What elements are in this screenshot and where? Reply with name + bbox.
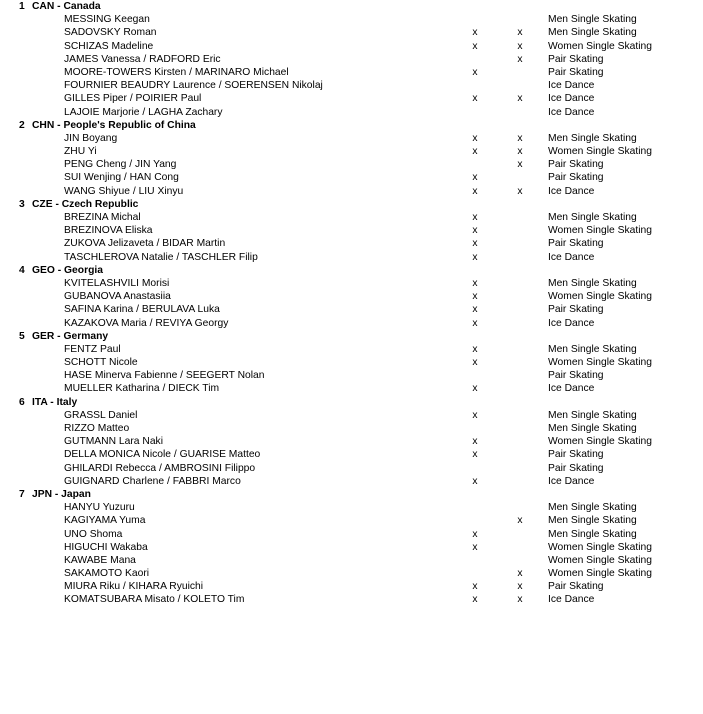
- mark-column-1: x: [472, 357, 478, 369]
- athlete-name: MOORE-TOWERS Kirsten / MARINARO Michael: [64, 66, 289, 78]
- event-name: Ice Dance: [548, 80, 595, 92]
- athlete-row: [0, 343, 703, 356]
- athlete-name: SCHOTT Nicole: [64, 357, 138, 369]
- country-section: [0, 396, 703, 488]
- athlete-name: FENTZ Paul: [64, 343, 121, 355]
- athlete-name: KAWABE Mana: [64, 554, 136, 566]
- mark-column-1: x: [472, 317, 478, 329]
- event-name: Women Single Skating: [548, 568, 652, 580]
- athlete-name: TASCHLEROVA Natalie / TASCHLER Filip: [64, 251, 258, 263]
- athlete-row: [0, 369, 703, 382]
- event-name: Women Single Skating: [548, 146, 652, 158]
- athlete-name: ZHU Yi: [64, 146, 97, 158]
- mark-column-2: x: [517, 93, 523, 105]
- athlete-name: HANYU Yuzuru: [64, 502, 135, 514]
- mark-column-1: x: [472, 409, 478, 421]
- athlete-row: [0, 132, 703, 145]
- country-heading: [0, 396, 703, 409]
- athlete-row: [0, 53, 703, 66]
- event-name: Men Single Skating: [548, 528, 637, 540]
- mark-column-2: x: [517, 146, 523, 158]
- country-heading: [0, 198, 703, 211]
- mark-column-2: x: [517, 581, 523, 593]
- athlete-row: [0, 554, 703, 567]
- athlete-row: [0, 303, 703, 316]
- event-name: Pair Skating: [548, 304, 604, 316]
- athlete-row: [0, 211, 703, 224]
- athlete-row: [0, 158, 703, 171]
- athlete-row: [0, 567, 703, 580]
- event-name: Ice Dance: [548, 594, 595, 606]
- athlete-row: [0, 356, 703, 369]
- country-heading: [0, 330, 703, 343]
- mark-column-1: x: [472, 594, 478, 606]
- country-section: [0, 0, 703, 119]
- mark-column-2: x: [517, 40, 523, 52]
- country-heading: [0, 488, 703, 501]
- mark-column-1: x: [472, 27, 478, 39]
- mark-column-1: x: [472, 277, 478, 289]
- country-section: [0, 198, 703, 264]
- athlete-name: BREZINOVA Eliska: [64, 225, 153, 237]
- country-name: JPN - Japan: [32, 488, 91, 500]
- athlete-row: [0, 237, 703, 250]
- country-number: 2: [19, 119, 25, 131]
- country-section: [0, 330, 703, 396]
- mark-column-1: x: [472, 66, 478, 78]
- event-name: Pair Skating: [548, 159, 604, 171]
- event-name: Men Single Skating: [548, 132, 637, 144]
- country-number: 1: [19, 1, 25, 12]
- athlete-name: ZUKOVA Jelizaveta / BIDAR Martin: [64, 238, 226, 250]
- event-name: Women Single Skating: [548, 40, 652, 52]
- athlete-row: [0, 185, 703, 198]
- athlete-row: [0, 593, 703, 606]
- country-name: GER - Germany: [32, 330, 109, 342]
- event-name: Women Single Skating: [548, 291, 652, 303]
- athlete-name: SUI Wenjing / HAN Cong: [64, 172, 179, 184]
- country-number: 7: [19, 488, 25, 500]
- athlete-row: [0, 435, 703, 448]
- mark-column-1: x: [472, 93, 478, 105]
- athlete-name: SADOVSKY Roman: [64, 27, 157, 39]
- athlete-name: KVITELASHVILI Morisi: [64, 277, 170, 289]
- athlete-row: [0, 26, 703, 39]
- event-name: Ice Dance: [548, 106, 595, 118]
- athlete-row: [0, 277, 703, 290]
- athlete-name: WANG Shiyue / LIU Xinyu: [64, 185, 184, 197]
- athlete-row: [0, 290, 703, 303]
- athlete-name: MESSING Keegan: [64, 14, 150, 26]
- mark-column-1: x: [472, 172, 478, 184]
- mark-column-1: x: [472, 40, 478, 52]
- mark-column-1: x: [472, 528, 478, 540]
- event-name: Pair Skating: [548, 66, 604, 78]
- athlete-row: [0, 145, 703, 158]
- mark-column-2: x: [517, 132, 523, 144]
- mark-column-1: x: [472, 185, 478, 197]
- athlete-row: [0, 541, 703, 554]
- mark-column-1: x: [472, 541, 478, 553]
- mark-column-1: x: [472, 343, 478, 355]
- athlete-row: [0, 475, 703, 488]
- athlete-row: [0, 501, 703, 514]
- country-heading: [0, 119, 703, 132]
- athlete-row: [0, 422, 703, 435]
- athlete-row: [0, 317, 703, 330]
- event-name: Ice Dance: [548, 93, 595, 105]
- country-section: [0, 488, 703, 607]
- athlete-name: JIN Boyang: [64, 132, 118, 144]
- athlete-name: PENG Cheng / JIN Yang: [64, 159, 177, 171]
- athlete-name: SAFINA Karina / BERULAVA Luka: [64, 304, 220, 316]
- athlete-name: MUELLER Katharina / DIECK Tim: [64, 383, 220, 395]
- athlete-row: [0, 40, 703, 53]
- event-name: Men Single Skating: [548, 343, 637, 355]
- athlete-name: LAJOIE Marjorie / LAGHA Zachary: [64, 106, 223, 118]
- event-name: Ice Dance: [548, 383, 595, 395]
- mark-column-2: x: [517, 159, 523, 171]
- athlete-row: [0, 448, 703, 461]
- athlete-name: KOMATSUBARA Misato / KOLETO Tim: [64, 594, 245, 606]
- country-number: 4: [19, 264, 25, 276]
- country-number: 5: [19, 330, 25, 342]
- country-heading: [0, 0, 703, 13]
- mark-column-1: x: [472, 581, 478, 593]
- mark-column-1: x: [472, 212, 478, 223]
- event-name: Women Single Skating: [548, 225, 652, 237]
- athlete-row: [0, 462, 703, 475]
- athlete-row: [0, 79, 703, 92]
- athlete-name: GUBANOVA Anastasiia: [64, 291, 171, 303]
- mark-column-1: x: [472, 436, 478, 448]
- mark-column-1: x: [472, 475, 478, 487]
- country-name: ITA - Italy: [32, 396, 78, 408]
- event-name: Ice Dance: [548, 317, 595, 329]
- event-name: Pair Skating: [548, 172, 604, 184]
- event-name: Women Single Skating: [548, 541, 652, 553]
- event-name: Ice Dance: [548, 475, 595, 487]
- athlete-name: HASE Minerva Fabienne / SEEGERT Nolan: [64, 370, 265, 382]
- athlete-row: [0, 171, 703, 184]
- mark-column-1: x: [472, 132, 478, 144]
- athlete-name: GUIGNARD Charlene / FABBRI Marco: [64, 475, 241, 487]
- country-number: 3: [19, 198, 25, 210]
- event-name: Ice Dance: [548, 251, 595, 263]
- athlete-name: MIURA Riku / KIHARA Ryuichi: [64, 581, 204, 593]
- athlete-name: JAMES Vanessa / RADFORD Eric: [64, 53, 221, 65]
- athlete-row: [0, 514, 703, 527]
- athlete-row: [0, 92, 703, 105]
- athlete-row: [0, 382, 703, 395]
- mark-column-1: x: [472, 225, 478, 237]
- athlete-name: KAZAKOVA Maria / REVIYA Georgy: [64, 317, 229, 329]
- mark-column-1: x: [472, 304, 478, 316]
- athlete-row: [0, 224, 703, 237]
- event-name: Men Single Skating: [548, 277, 637, 289]
- athlete-name: GHILARDI Rebecca / AMBROSINI Filippo: [64, 462, 256, 474]
- athlete-name: KAGIYAMA Yuma: [64, 515, 146, 527]
- country-heading: [0, 264, 703, 277]
- country-name: CAN - Canada: [32, 1, 101, 12]
- event-name: Men Single Skating: [548, 14, 637, 26]
- athlete-row: [0, 106, 703, 119]
- athlete-name: GUTMANN Lara Naki: [64, 436, 163, 448]
- athlete-name: DELLA MONICA Nicole / GUARISE Matteo: [64, 449, 261, 461]
- event-name: Pair Skating: [548, 53, 604, 65]
- event-name: Pair Skating: [548, 581, 604, 593]
- athlete-name: GRASSL Daniel: [64, 409, 138, 421]
- event-name: Women Single Skating: [548, 554, 652, 566]
- event-name: Pair Skating: [548, 449, 604, 461]
- mark-column-2: x: [517, 27, 523, 39]
- mark-column-2: x: [517, 515, 523, 527]
- event-name: Pair Skating: [548, 370, 604, 382]
- event-name: Men Single Skating: [548, 212, 637, 223]
- mark-column-2: x: [517, 53, 523, 65]
- mark-column-1: x: [472, 146, 478, 158]
- athlete-name: UNO Shoma: [64, 528, 123, 540]
- mark-column-1: x: [472, 449, 478, 461]
- athlete-name: FOURNIER BEAUDRY Laurence / SOERENSEN Nikolaj: [64, 80, 323, 92]
- mark-column-1: x: [472, 251, 478, 263]
- athlete-name: HIGUCHI Wakaba: [64, 541, 148, 553]
- country-name: CZE - Czech Republic: [32, 198, 139, 210]
- athlete-name: BREZINA Michal: [64, 212, 141, 223]
- mark-column-1: x: [472, 238, 478, 250]
- event-name: Men Single Skating: [548, 502, 637, 514]
- event-name: Men Single Skating: [548, 409, 637, 421]
- event-name: Men Single Skating: [548, 515, 637, 527]
- athlete-name: RIZZO Matteo: [64, 423, 130, 434]
- athlete-row: [0, 409, 703, 422]
- mark-column-1: x: [472, 383, 478, 395]
- athlete-row: [0, 580, 703, 593]
- country-number: 6: [19, 396, 25, 408]
- athlete-name: SAKAMOTO Kaori: [64, 568, 150, 580]
- event-name: Pair Skating: [548, 462, 604, 474]
- event-name: Women Single Skating: [548, 436, 652, 448]
- country-section: [0, 119, 703, 198]
- athlete-row: [0, 251, 703, 264]
- mark-column-1: x: [472, 291, 478, 303]
- event-name: Women Single Skating: [548, 357, 652, 369]
- athlete-row: [0, 66, 703, 79]
- mark-column-2: x: [517, 568, 523, 580]
- country-section: [0, 264, 703, 330]
- athlete-name: SCHIZAS Madeline: [64, 40, 154, 52]
- event-name: Pair Skating: [548, 238, 604, 250]
- athlete-row: [0, 13, 703, 26]
- athlete-name: GILLES Piper / POIRIER Paul: [64, 93, 202, 105]
- event-name: Men Single Skating: [548, 27, 637, 39]
- country-name: CHN - People's Republic of China: [32, 119, 196, 131]
- mark-column-2: x: [517, 185, 523, 197]
- event-name: Men Single Skating: [548, 423, 637, 434]
- athlete-row: [0, 528, 703, 541]
- mark-column-2: x: [517, 594, 523, 606]
- country-name: GEO - Georgia: [32, 264, 103, 276]
- event-name: Ice Dance: [548, 185, 595, 197]
